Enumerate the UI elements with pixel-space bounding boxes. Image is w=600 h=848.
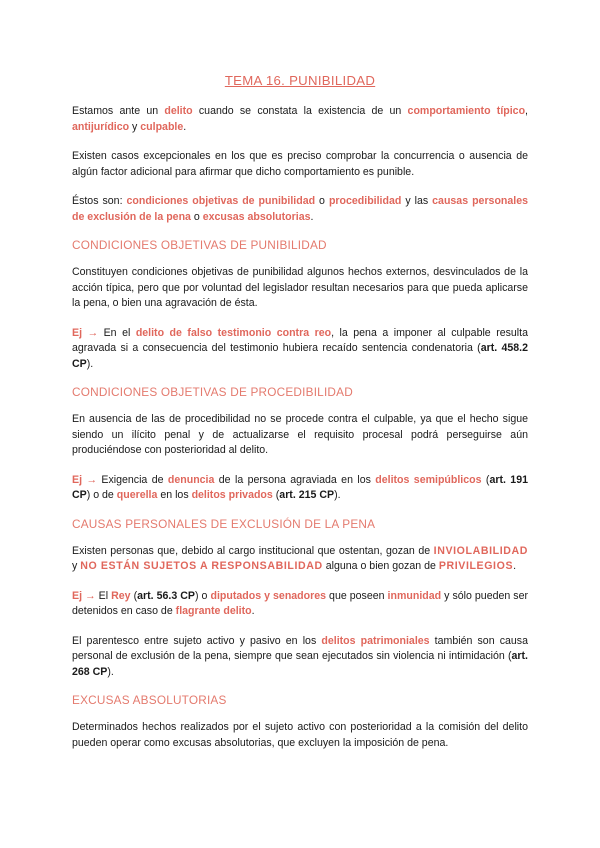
text-run: en los bbox=[157, 489, 192, 501]
section-3-example bbox=[72, 589, 528, 620]
text-run: . bbox=[251, 605, 255, 617]
text-run: ). bbox=[86, 357, 94, 370]
keyword-no-sujetos-responsabilidad: NO ESTÁN SUJETOS A RESPONSABILIDAD bbox=[80, 560, 323, 572]
keyword-inviolabilidad: INVIOLABILIDAD bbox=[433, 544, 528, 557]
section-4-paragraph: Determinados hechos realizados por el sujeto activo con posterioridad a la comisión del delito pueden operar como excusas absolutorias, que excluyen la imposición de pena. bbox=[72, 721, 528, 749]
keyword-delitos-semipublicos: delitos semipúblicos bbox=[375, 473, 482, 486]
text-run: , la pena a imponer al culpable resulta agravada si a consecuencia del testimonio hubiera recaído sentencia condenatoria ( bbox=[72, 326, 528, 354]
intro-paragraph-1 bbox=[72, 104, 528, 135]
keyword-inmunidad: inmunidad bbox=[387, 589, 442, 602]
text-run: Exigencia de bbox=[97, 473, 168, 486]
text-run: Éstos son: bbox=[72, 195, 127, 207]
article-reference: art. 268 CP bbox=[72, 650, 528, 678]
section-heading-causas-personales: CAUSAS PERSONALES DE EXCLUSIÓN DE LA PENA bbox=[72, 516, 376, 531]
keyword-delito: delito bbox=[164, 105, 193, 117]
text-run: de la persona agraviada en los bbox=[214, 473, 376, 486]
text-run: En el bbox=[98, 326, 136, 339]
text-run: . bbox=[513, 560, 517, 572]
keyword-condiciones-objetivas: condiciones objetivas de punibilidad bbox=[126, 195, 316, 207]
keyword-denuncia: denuncia bbox=[167, 473, 215, 486]
example-marker: Ej → bbox=[72, 326, 99, 339]
text-run: ( bbox=[130, 589, 138, 602]
text-run: . bbox=[310, 210, 314, 223]
text-run: El bbox=[95, 589, 112, 602]
section-1-example bbox=[72, 326, 528, 373]
text-run: y sólo pueden ser detenidos en caso de bbox=[72, 589, 529, 617]
article-reference: art. 56.3 CP bbox=[137, 589, 195, 602]
text-run: y bbox=[72, 560, 81, 572]
document-page bbox=[72, 72, 528, 751]
text-run: Estamos ante un bbox=[72, 105, 165, 117]
keyword-flagrante-delito: flagrante delito bbox=[175, 605, 252, 617]
text-run: ) o de bbox=[86, 489, 117, 501]
keyword-delitos-privados: delitos privados bbox=[191, 489, 273, 501]
text-run: ). bbox=[334, 489, 341, 501]
section-heading-excusas-absolutorias: EXCUSAS ABSOLUTORIAS bbox=[72, 693, 227, 707]
section-2-example bbox=[72, 473, 528, 504]
keyword-procedibilidad: procedibilidad bbox=[328, 195, 402, 207]
text-run: El parentesco entre sujeto activo y pasivo en los bbox=[72, 634, 322, 647]
text-run: y bbox=[129, 120, 141, 133]
section-heading-procedibilidad: CONDICIONES OBJETIVAS DE PROCEDIBILIDAD bbox=[72, 385, 353, 399]
text-run: ( bbox=[481, 473, 490, 486]
keyword-excusas-absolutorias: excusas absolutorias bbox=[202, 210, 311, 223]
section-2-paragraph: En ausencia de las de procedibilidad no se procede contra el culpable, ya que el hecho sigue siendo un ilícito penal y de actualizarse el requisito procesal podrá perseguirse aún produciéndose con posterioridad al delito. bbox=[72, 413, 528, 456]
article-reference: art. 191 CP bbox=[72, 473, 528, 501]
article-reference: art. 458.2 CP bbox=[72, 342, 528, 370]
keyword-comportamiento-tipico: comportamiento típico bbox=[407, 105, 526, 117]
text-run: alguna o bien gozan de bbox=[322, 560, 439, 572]
text-run: ( bbox=[272, 489, 280, 501]
keyword-antijuridico: antijurídico bbox=[72, 120, 130, 133]
keyword-privilegios: PRIVILEGIOS bbox=[438, 560, 514, 572]
section-3-paragraph-2 bbox=[72, 634, 528, 681]
intro-paragraph-3 bbox=[72, 194, 528, 225]
keyword-querella: querella bbox=[116, 489, 158, 501]
keyword-delitos-patrimoniales: delitos patrimoniales bbox=[321, 634, 430, 647]
example-marker: Ej → bbox=[72, 473, 97, 486]
text-run: también son causa personal de exclusión de la pena, siempre que sean ejecutados sin violencia ni intimidación ( bbox=[72, 634, 528, 662]
text-run: , bbox=[525, 105, 528, 117]
keyword-culpable: culpable bbox=[140, 120, 184, 133]
keyword-rey: Rey bbox=[111, 589, 131, 602]
keyword-falso-testimonio: delito de falso testimonio contra reo bbox=[135, 326, 332, 339]
keyword-causas-personales: causas personales de exclusión de la pena bbox=[72, 195, 529, 223]
section-heading-punibilidad: CONDICIONES OBJETIVAS DE PUNIBILIDAD bbox=[72, 238, 327, 252]
text-run: o bbox=[190, 210, 203, 223]
section-3-paragraph-1 bbox=[72, 544, 528, 575]
text-run: ). bbox=[107, 665, 114, 678]
text-run: que poseen bbox=[326, 589, 388, 602]
article-reference: art. 215 CP bbox=[279, 489, 335, 501]
text-run: cuando se constata la existencia de un bbox=[192, 105, 408, 117]
page-title: TEMA 16. PUNIBILIDAD bbox=[224, 73, 376, 88]
section-1-paragraph: Constituyen condiciones objetivas de punibilidad algunos hechos externos, desvinculados de la acción típica, pero que por voluntad del legislador resultan necesarios para que pueda aplicarse la pena, o bien una agravación de ésta. bbox=[72, 266, 528, 309]
text-run: Existen personas que, debido al cargo institucional que ostentan, gozan de bbox=[72, 544, 434, 557]
text-run: ) o bbox=[195, 589, 211, 602]
example-marker: Ej → bbox=[72, 589, 96, 602]
intro-paragraph-2: Existen casos excepcionales en los que es preciso comprobar la concurrencia o ausencia de algún factor adicional para afirmar que dicho comportamiento es punible. bbox=[72, 150, 528, 178]
text-run: . bbox=[183, 120, 187, 133]
keyword-diputados-senadores: diputados y senadores bbox=[210, 589, 327, 602]
text-run: o bbox=[315, 195, 329, 207]
text-run: y las bbox=[401, 195, 433, 207]
